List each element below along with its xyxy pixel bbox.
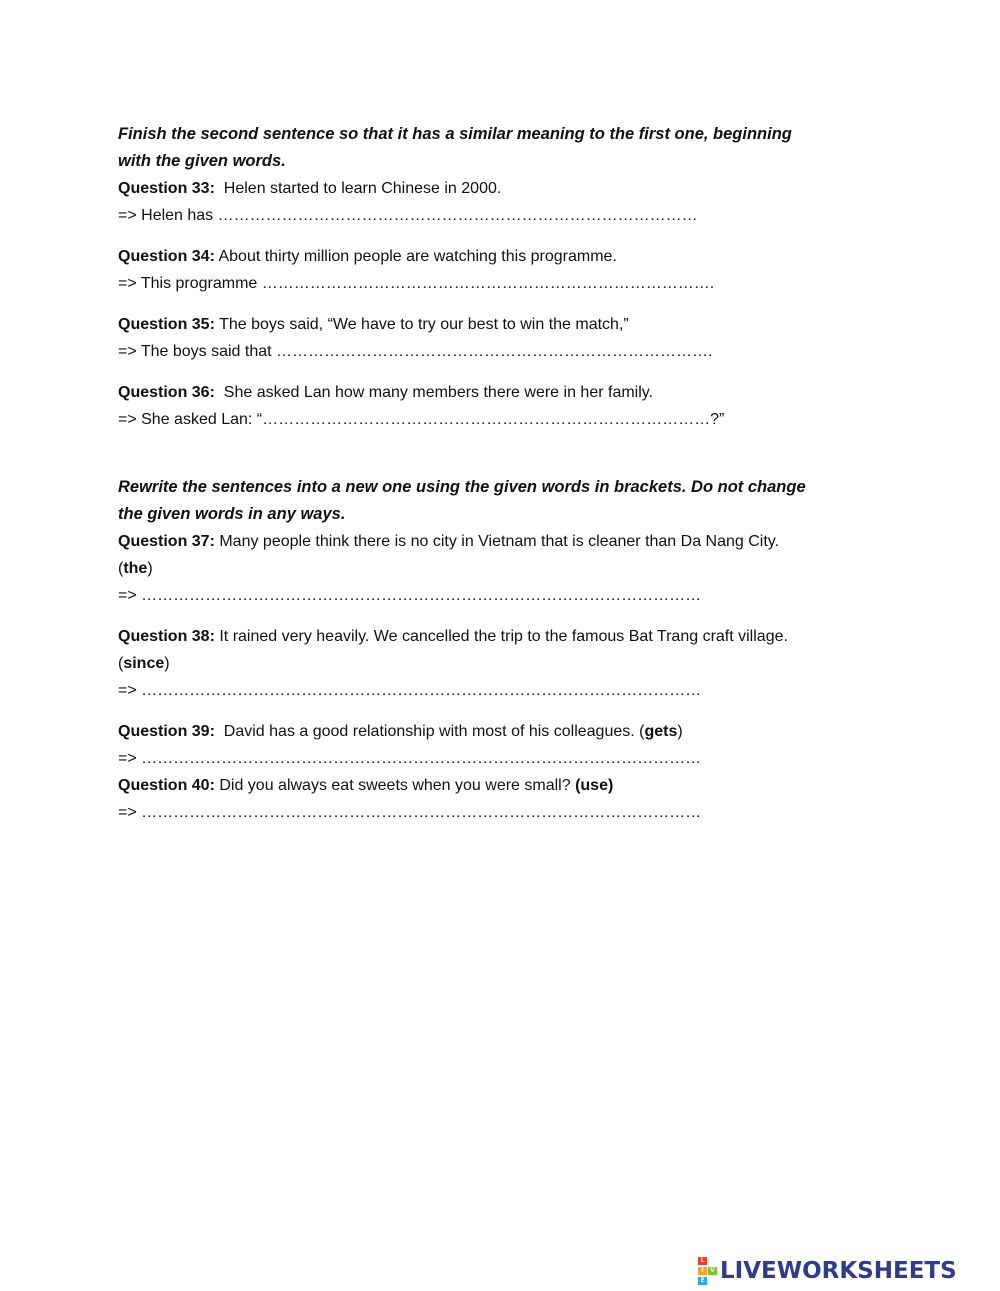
instruction-line: the given words in any ways. — [118, 505, 346, 523]
question-35 — [118, 311, 898, 365]
answer-line[interactable]: => Helen has ……………………………………………………………………………… — [118, 207, 698, 224]
question-40 — [118, 772, 898, 826]
question-label: Question 40: — [118, 777, 215, 794]
logo-letter: E — [698, 1277, 707, 1285]
question-label: Question 36: — [118, 384, 215, 401]
question-label: Question 39: — [118, 723, 215, 740]
worksheet — [118, 121, 898, 826]
logo-letter: V — [708, 1267, 717, 1275]
section1-instruction — [118, 121, 898, 175]
question-37 — [118, 528, 898, 609]
logo-letter: I — [698, 1267, 707, 1275]
bracket-open: ( — [118, 655, 124, 672]
logo-letter: L — [698, 1257, 707, 1265]
question-label: Question 35: — [118, 316, 215, 333]
question-text: Many people think there is no city in Vietnam that is cleaner than Da Nang City. — [214, 533, 780, 550]
answer-line[interactable]: => …………………………………………………………………………………………… — [118, 682, 702, 699]
answer-line[interactable]: => This programme …………………………………………………………………………. — [118, 275, 715, 292]
question-text: Helen started to learn Chinese in 2000. — [214, 180, 502, 197]
question-36 — [118, 379, 898, 433]
question-38 — [118, 623, 898, 704]
question-text: About thirty million people are watching this programme. — [214, 248, 617, 265]
instruction-line: Finish the second sentence so that it has a similar meaning to the first one, beginning — [118, 125, 792, 143]
instruction-line: Rewrite the sentences into a new one using the given words in brackets. Do not change — [118, 478, 806, 496]
given-word: the — [123, 560, 148, 577]
question-text: David has a good relationship with most of his colleagues. ( — [214, 723, 645, 740]
logo-text: LIVEWORKSHEETS — [720, 1258, 957, 1284]
question-label: Question 33: — [118, 180, 215, 197]
question-text: She asked Lan how many members there were in her family. — [214, 384, 654, 401]
answer-line[interactable]: => …………………………………………………………………………………………… — [118, 750, 702, 767]
question-text: The boys said, “We have to try our best to win the match,” — [214, 316, 629, 333]
bracket-close: ) — [147, 560, 153, 577]
question-39 — [118, 718, 898, 772]
bracket-close: ) — [164, 655, 170, 672]
question-34 — [118, 243, 898, 297]
given-word: gets — [644, 723, 678, 740]
answer-line[interactable]: => …………………………………………………………………………………………… — [118, 587, 702, 604]
question-text: Did you always eat sweets when you were small? — [214, 777, 576, 794]
question-text: It rained very heavily. We cancelled the trip to the famous Bat Trang craft village. — [214, 628, 788, 645]
instruction-line: with the given words. — [118, 152, 286, 170]
question-label: Question 38: — [118, 628, 215, 645]
question-33 — [118, 175, 898, 229]
section2-instruction — [118, 474, 898, 528]
given-word: (use) — [575, 777, 614, 794]
logo-mark-icon — [698, 1257, 717, 1286]
question-label: Question 37: — [118, 533, 215, 550]
answer-line[interactable]: => …………………………………………………………………………………………… — [118, 804, 702, 821]
answer-line[interactable]: => The boys said that ………………………………………………………………………. — [118, 343, 713, 360]
given-word: since — [123, 655, 165, 672]
liveworksheets-logo — [698, 1258, 957, 1284]
bracket-open: ( — [118, 560, 124, 577]
question-label: Question 34: — [118, 248, 215, 265]
answer-line[interactable]: => She asked Lan: “…………………………………………………………………………?” — [118, 411, 725, 428]
bracket-close: ) — [677, 723, 683, 740]
